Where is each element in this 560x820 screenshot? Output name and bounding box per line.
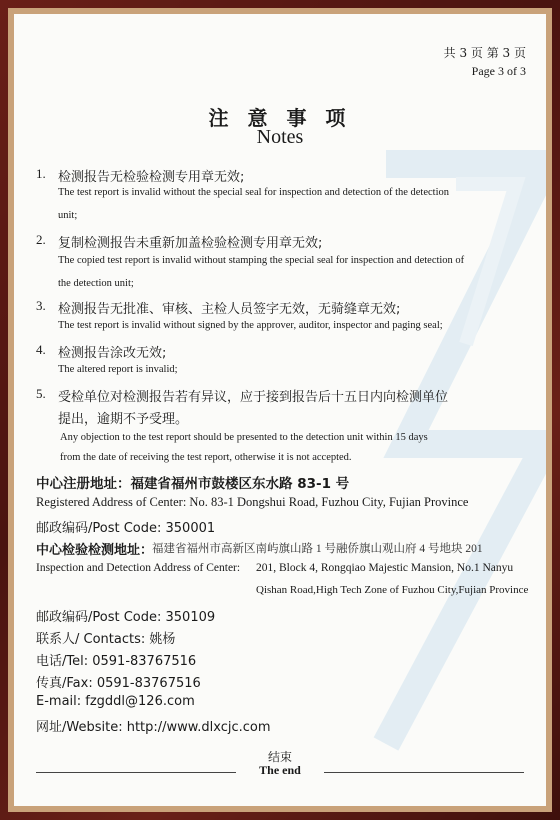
note-5-en-line-1: Any objection to the test report should be presented to the detection unit within 15 days (60, 432, 428, 443)
registered-address-cn: 中心注册地址：福建省福州市鼓楼区东水路 83-1 号 (36, 476, 350, 492)
watermark-logo (346, 144, 546, 764)
note-1-en-line-1: The test report is invalid without the special seal for inspection and detection of the detection (58, 187, 450, 198)
telephone: 电话/Tel: 0591-83767516 (36, 654, 197, 669)
end-label-en: The end (259, 763, 301, 777)
contact-person: 联系人/ Contacts: 姚杨 (36, 632, 176, 647)
note-4-cn: 检测报告涂改无效; (58, 346, 167, 361)
note-5-cn-line-2: 提出，逾期不予受理。 (58, 412, 189, 427)
post-code-2: 邮政编码/Post Code: 350109 (36, 610, 216, 625)
note-5-cn-line-1: 受检单位对检测报告若有异议，应于接到报告后十五日内向检测单位 (58, 390, 449, 405)
note-4-en-line-1: The altered report is invalid; (58, 364, 178, 375)
inspection-address-label: 中心检验检测地址： (36, 543, 154, 558)
page-title-cn: 注 意 事 项 (208, 106, 352, 130)
inspection-address-cn: 福建省福州市高新区南屿旗山路 1 号融侨旗山观山府 4 号地块 201 (152, 543, 483, 555)
note-1-number: 1. (36, 166, 46, 181)
page-title-en: Notes (256, 126, 304, 148)
page-indicator-cn: 共 3 页 第 3 页 (443, 46, 526, 60)
end-label-cn: 结束 (267, 750, 292, 764)
inspection-address-en-line-1: 201, Block 4, Rongqiao Majestic Mansion, No.1 Nanyu (256, 562, 514, 574)
email: E-mail: fzgddl@126.com (36, 694, 195, 709)
registered-address-en: Registered Address of Center: No. 83-1 Dongshui Road, Fuzhou City, Fujian Province (36, 495, 469, 509)
note-2-en-line-2: the detection unit; (58, 278, 134, 289)
note-2-number: 2. (36, 232, 46, 247)
note-2-en-line-1: The copied test report is invalid without stamping the special seal for inspection and detection of (58, 255, 465, 266)
inspection-address-en-line-2: Qishan Road,High Tech Zone of Fuzhou City,Fujian Province (256, 584, 529, 596)
note-3-number: 3. (36, 298, 46, 313)
post-code-1: 邮政编码/Post Code: 350001 (36, 521, 216, 536)
document-page (14, 14, 546, 806)
note-1-cn: 检测报告无检验检测专用章无效; (58, 170, 245, 185)
fax: 传真/Fax: 0591-83767516 (36, 676, 201, 691)
note-3-cn: 检测报告无批准、审核、主检人员签字无效，无骑缝章无效; (58, 302, 401, 317)
note-5-number: 5. (36, 386, 46, 401)
note-5-en-line-2: from the date of receiving the test report, otherwise it is not accepted. (60, 452, 352, 463)
website: 网址/Website: http://www.dlxcjc.com (36, 720, 271, 735)
note-4-number: 4. (36, 342, 46, 357)
note-3-en-line-1: The test report is invalid without signed by the approver, auditor, inspector and paging seal; (58, 320, 443, 331)
page-indicator-en: Page 3 of 3 (471, 64, 526, 78)
inspection-address-en-label: Inspection and Detection Address of Center: (36, 562, 241, 574)
note-1-en-line-2: unit; (58, 210, 78, 221)
note-2-cn: 复制检测报告未重新加盖检验检测专用章无效; (58, 236, 323, 251)
